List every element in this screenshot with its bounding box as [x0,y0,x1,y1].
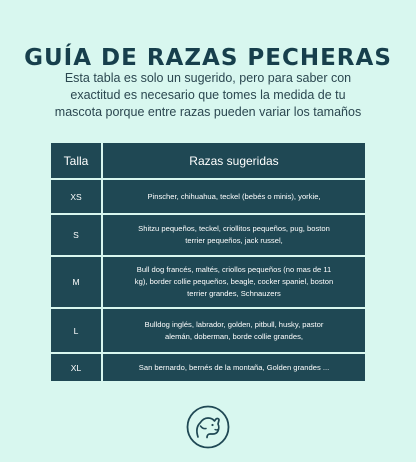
breeds-cell [103,309,365,352]
breeds-line: alemán, doberman, borde collie grandes, [164,331,304,341]
table-header-row [51,143,365,178]
table-row [51,257,365,307]
size-table [51,141,365,383]
breeds-cell [103,215,365,255]
breeds-line: terrier grandes, Schnauzers [187,289,281,298]
breeds-line: Shitzu pequeños, teckel, criollitos pequeños, pug, boston [138,224,330,233]
breeds-cell [103,180,365,213]
intro-text [46,70,370,121]
size-cell: XS [51,180,103,213]
breeds-column-header: Razas sugeridas [103,143,365,178]
size-cell: XL [51,354,103,381]
breeds-line: Bull dog francés, maltés, criollos pequeños (no mas de 11 [136,265,332,274]
intro-line: exactitud es necesario que tomes la medida de tu [70,88,346,102]
breeds-line: Bulldog inglés, labrador, golden, pitbull, husky, pastor [144,319,324,329]
page-title: GUÍA DE RAZAS PECHERAS [24,45,392,72]
dog-logo-icon [185,404,231,450]
table-row [51,215,365,255]
size-cell: S [51,215,103,255]
intro-line: mascota porque entre razas pueden variar los tamaños [54,105,362,119]
table-row [51,180,365,213]
breeds-cell [103,354,365,381]
breeds-cell [103,257,365,307]
breeds-line: terrier pequeños, jack russel, [185,236,283,245]
size-cell: L [51,309,103,352]
size-column-header: Talla [51,143,103,178]
size-cell: M [51,257,103,307]
table-row [51,354,365,381]
table-row [51,309,365,352]
breeds-line: kg), border collie pequeños, beagle, cocker spaniel, boston [134,277,334,286]
breeds-line: Pinscher, chihuahua, teckel (bebés o minis), yorkie, [147,191,321,201]
intro-line: Esta tabla es solo un sugerido, pero para saber con [64,71,352,85]
breeds-line: San bernardo, bernés de la montaña, Golden grandes ... [138,362,330,372]
